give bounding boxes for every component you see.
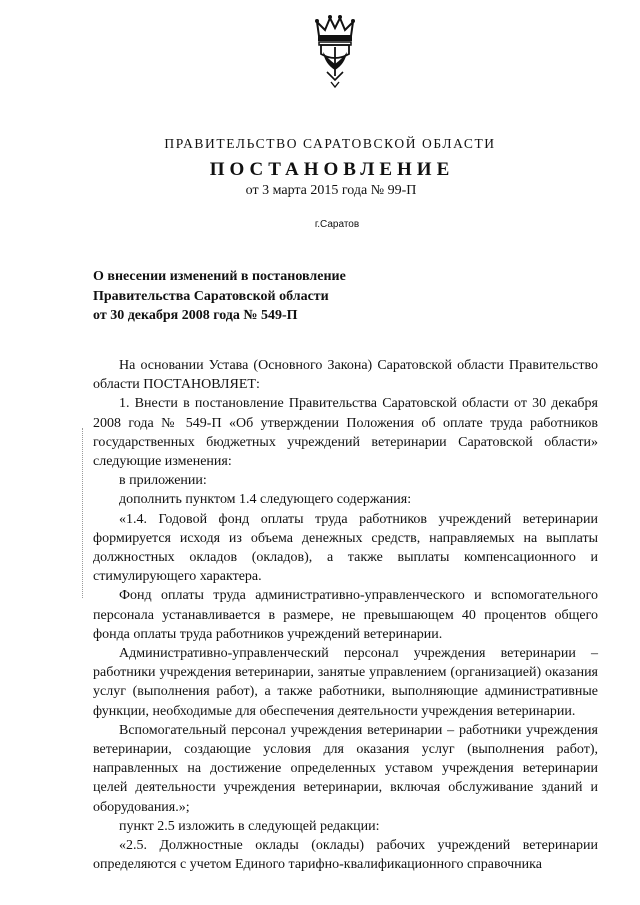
government-name: ПРАВИТЕЛЬСТВО САРАТОВСКОЙ ОБЛАСТИ	[164, 136, 496, 151]
coat-of-arms-emblem	[303, 12, 367, 92]
document-heading	[93, 267, 346, 326]
document-city: г.Саратов	[314, 219, 360, 230]
heading-line: О внесении изменений в постановление	[93, 269, 346, 284]
heading-line: от 30 декабря 2008 года № 549-П	[93, 308, 298, 323]
document-body	[93, 356, 598, 874]
document-date-number: от 3 марта 2015 года № 99-П	[245, 183, 417, 198]
margin-mark	[82, 428, 84, 598]
paragraph: в приложении:	[119, 473, 207, 489]
paragraph: Административно-управленческий персонал учреждения ветеринарии – работники учреждения ветеринарии, занятые управлением (организацией) оказания услуг (выполнения работ), а также работники, выполняющие административные функции, необходимые для обеспечения деятельности учреждения ветеринарии.	[93, 646, 598, 719]
paragraph: Фонд оплаты труда административно-управленческого и вспомогательного персонала устанавливается в размере, не превышающем 40 процентов общего фонда оплаты труда работников учреждений ветеринарии.	[93, 588, 598, 642]
paragraph: «1.4. Годовой фонд оплаты труда работников учреждений ветеринарии формируется исходя из объема денежных средств, направляемых на выплаты должностных окладов (окладов), а также выплаты компенсационного и стимулирующего характера.	[93, 511, 598, 585]
paragraph: Вспомогательный персонал учреждения ветеринарии – работники учреждения ветеринарии, создающие условия для оказания услуг (выполнения работ), направленных на достижение определенных уставом учреждения ветеринарии целей деятельности учреждения ветеринарии, включая обслуживание зданий и оборудования.»;	[93, 722, 598, 815]
heading-line: Правительства Саратовской области	[93, 288, 329, 304]
document-type-title: ПОСТАНОВЛЕНИЕ	[209, 159, 455, 180]
paragraph: 1. Внести в постановление Правительства Саратовской области от 30 декабря 2008 года № 549-П «Об утверждении Положения об оплате труда работников государственных бюджетных учреждений ветеринарии Саратовской области» следующие изменения:	[93, 396, 598, 470]
paragraph: «2.5. Должностные оклады (оклады) рабочих учреждений ветеринарии определяются с учетом Единого тарифно-квалификационного справочника	[93, 838, 598, 873]
paragraph: пункт 2.5 изложить в следующей редакции:	[119, 818, 380, 834]
paragraph: На основании Устава (Основного Закона) Саратовской области Правительство области ПОСТАНОВЛЯЕТ:	[93, 358, 598, 393]
paragraph: дополнить пунктом 1.4 следующего содержания:	[119, 492, 412, 508]
